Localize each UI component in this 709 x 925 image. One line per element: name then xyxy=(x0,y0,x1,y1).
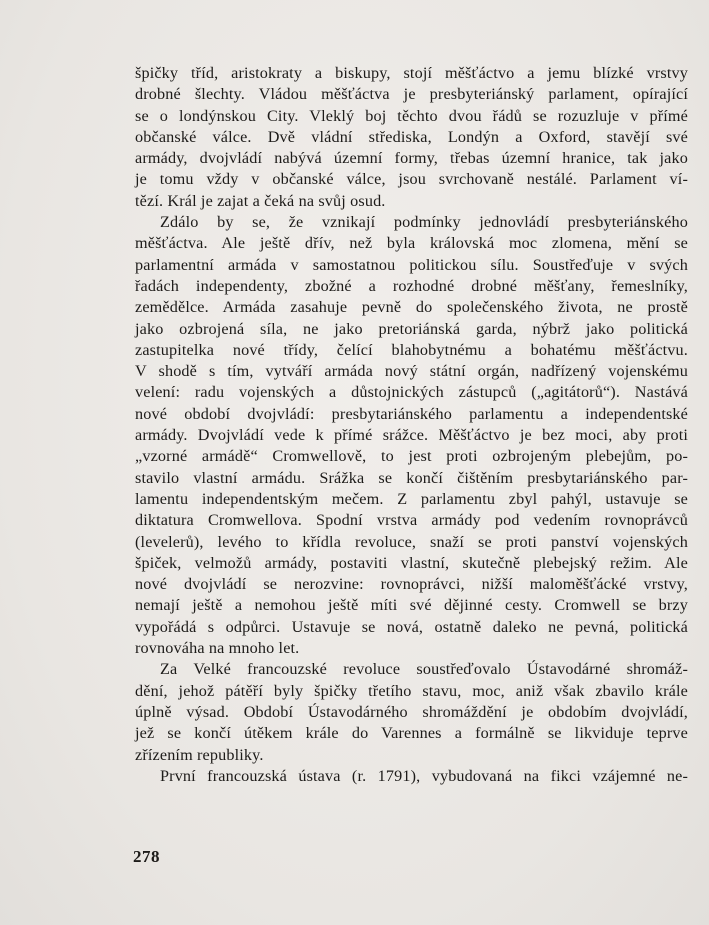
text-line: rovnováha na mnoho let. xyxy=(135,639,300,658)
text-line: vypořádá s odpůrci. Ustavuje se nová, ostatně daleko ne pevná, politická xyxy=(135,617,688,636)
text-line: stavilo vlastní armádu. Srážka se končí čištěním presbytariánského par- xyxy=(135,468,688,487)
text-line: parlamentní armáda v samostatnou politickou sílu. Soustřeďuje v svých xyxy=(135,255,688,274)
text-line: velení: radu vojenských a důstojnických zástupců („agitátorů“). Nastává xyxy=(135,383,688,402)
text-line: úplně výsad. Období Ústavodárného shromáždění je obdobím dvojvládí, xyxy=(135,702,688,721)
text-line: je tomu vždy v občanské válce, jsou svrchovaně nestálé. Parlament ví- xyxy=(135,170,688,189)
text-line: jež se končí útěkem krále do Varennes a formálně se likviduje teprve xyxy=(135,724,688,743)
text-line: nové období dvojvládí: presbytariánského parlamentu a independentské xyxy=(135,404,688,423)
text-line: jako ozbrojená síla, ne jako pretoriánská garda, nýbrž jako politická xyxy=(135,319,688,338)
text-line: V shodě s tím, vytváří armáda nový státní orgán, nadřízený vojenskému xyxy=(135,362,688,381)
text-line: řadách independenty, zbožné a rozhodné drobné měšťany, řemeslníky, xyxy=(135,276,688,295)
text-line: dění, jehož pátěří byly špičky třetího stavu, moc, aniž však zbavilo krále xyxy=(135,681,688,700)
text-line: měšťáctva. Ale ještě dřív, než byla královská moc zlomena, mění se xyxy=(135,234,688,253)
text-line: nemají ještě a nemohou ještě míti své dějinné cesty. Cromwell se brzy xyxy=(135,596,688,615)
text-line: zemědělce. Armáda zasahuje pevně do společenského života, ne prostě xyxy=(135,298,688,317)
text-line: Za Velké francouzské revoluce soustřeďovalo Ústavodárné shromáž- xyxy=(160,660,688,679)
page-number: 278 xyxy=(133,847,160,866)
text-line: armády. Dvojvládí vede k přímé srážce. Měšťáctvo je bez moci, aby proti xyxy=(135,426,688,445)
text-line: (levelerů), levého to křídla revoluce, snaží se proti panství vojenských xyxy=(135,532,688,551)
text-line: armády, dvojvládí nabývá územní formy, třebas územní hranice, tak jako xyxy=(135,149,688,168)
text-line: se o londýnskou City. Vleklý boj těchto dvou řádů se rozuzluje v přímé xyxy=(135,106,688,125)
text-line: „vzorné armádě“ Cromwellově, to jest proti ozbrojeným plebejům, po- xyxy=(135,447,688,466)
text-line: tězí. Král je zajat a čeká na svůj osud. xyxy=(135,191,386,210)
text-line: diktatura Cromwellova. Spodní vrstva armády pod vedením rovnoprávců xyxy=(135,511,688,530)
text-line: špičky tříd, aristokraty a biskupy, stojí měšťáctvo a jemu blízké vrstvy xyxy=(135,64,688,82)
text-line: špiček, velmožů armády, postaviti vlastní, skutečně plebejský režim. Ale xyxy=(135,553,688,572)
text-line: Zdálo by se, že vznikají podmínky jednovládí presbyteriánského xyxy=(160,213,688,232)
body-text xyxy=(135,63,688,787)
text-line: První francouzská ústava (r. 1791), vybudovaná na fikci vzájemné ne- xyxy=(160,766,688,785)
text-line: zastupitelka nové třídy, čelící blahobytnému a bohatému měšťáctvu. xyxy=(135,340,688,359)
text-line: nové dvojvládí se nerozvine: rovnoprávci, nižší maloměšťácké vrstvy, xyxy=(135,575,688,594)
text-line: drobné šlechty. Vládou měšťáctva je presbyteriánský parlament, opírající xyxy=(135,85,688,104)
text-line: zřízením republiky. xyxy=(135,745,264,764)
text-line: lamentu independentským mečem. Z parlamentu zbyl pahýl, ustavuje se xyxy=(135,489,688,508)
text-line: občanské válce. Dvě vládní střediska, Londýn a Oxford, stavějí své xyxy=(135,127,688,146)
